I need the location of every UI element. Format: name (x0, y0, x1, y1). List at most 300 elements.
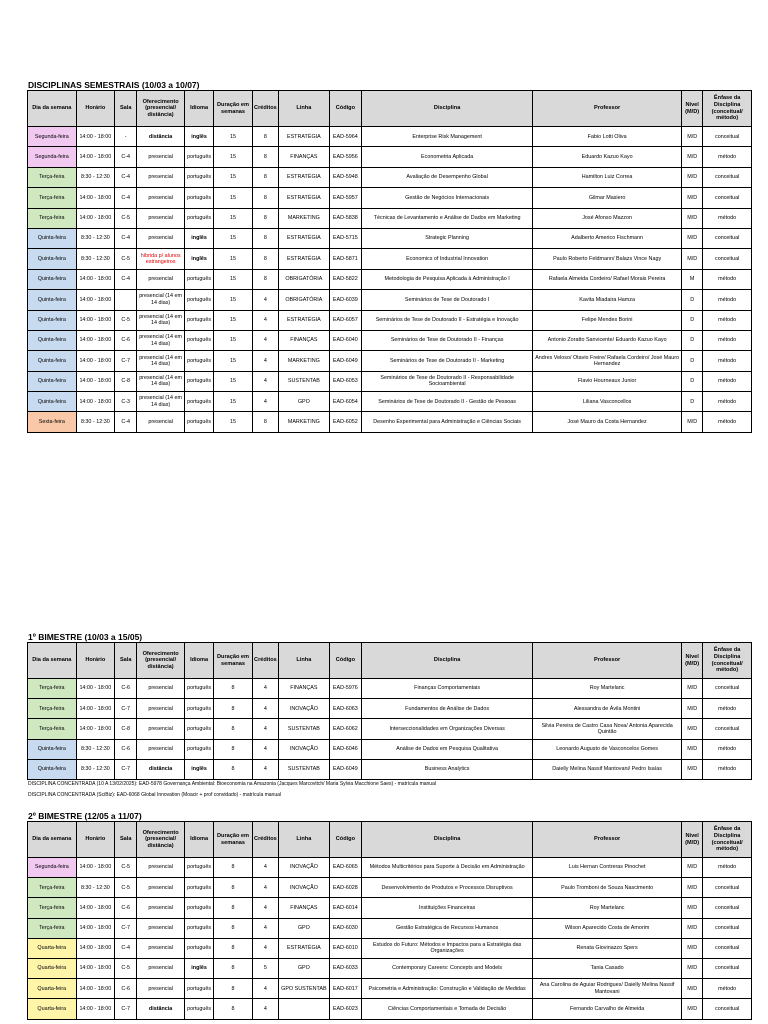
cell-room: C-4 (115, 938, 137, 958)
semestrais-table (27, 90, 752, 433)
cell-mode: presencial (137, 228, 185, 248)
table-row (28, 188, 752, 208)
cell-emphasis: método (703, 412, 752, 432)
cell-time: 14:00 - 18:00 (76, 699, 114, 719)
cell-line: INOVAÇÃO (279, 739, 330, 759)
cell-credits: 4 (252, 739, 278, 759)
cell-time: 14:00 - 18:00 (76, 918, 114, 938)
cell-time: 14:00 - 18:00 (76, 351, 114, 371)
cell-duration: 8 (214, 699, 252, 719)
cell-credits: 4 (252, 330, 278, 350)
cell-code: EAD-6053 (329, 371, 361, 391)
header-row (28, 822, 752, 858)
cell-level: M/D (682, 719, 703, 739)
header-language: Idioma (184, 822, 213, 858)
cell-credits: 4 (252, 918, 278, 938)
cell-duration: 15 (214, 249, 252, 269)
cell-emphasis: método (703, 351, 752, 371)
cell-mode: presencial (137, 918, 185, 938)
cell-prof: Roy Martelanc (533, 679, 682, 699)
cell-credits: 8 (252, 127, 278, 147)
cell-line: SUSTENTAB (279, 719, 330, 739)
cell-line: MARKETING (279, 412, 330, 432)
cell-time: 14:00 - 18:00 (76, 392, 114, 412)
header-day: Dia da semana (28, 91, 77, 127)
cell-room: C-4 (115, 269, 137, 289)
cell-credits: 4 (252, 719, 278, 739)
cell-language: português (184, 719, 213, 739)
cell-disc: Desenvolvimento de Produtos e Processos Disruptivos (362, 878, 533, 898)
cell-prof: Rafaela Almeida Cordeiro/ Rafael Morais Pereira (533, 269, 682, 289)
cell-time: 8:30 - 12:30 (76, 249, 114, 269)
cell-room: C-6 (115, 739, 137, 759)
cell-code: EAD-6023 (329, 999, 361, 1019)
cell-time: 14:00 - 18:00 (76, 208, 114, 228)
cell-mode: presencial (137, 979, 185, 999)
table-row (28, 878, 752, 898)
cell-day: Segunda-feira (28, 127, 77, 147)
cell-credits: 4 (252, 371, 278, 391)
cell-day: Quinta-feira (28, 759, 77, 779)
cell-language: português (184, 999, 213, 1019)
cell-day: Quarta-feira (28, 938, 77, 958)
table-row (28, 898, 752, 918)
cell-mode: presencial (14 em 14 dias) (137, 330, 185, 350)
cell-duration: 15 (214, 310, 252, 330)
cell-prof: Luis Hernan Contreras Pinochet (533, 858, 682, 878)
cell-code: EAD-6030 (329, 918, 361, 938)
cell-language: inglês (184, 958, 213, 978)
header-emphasis: Ênfase da Disciplina (conceitual/ método) (703, 822, 752, 858)
cell-mode: distância (137, 999, 185, 1019)
cell-day: Terça-feira (28, 167, 77, 187)
cell-duration: 15 (214, 188, 252, 208)
cell-duration: 8 (214, 958, 252, 978)
cell-credits: 8 (252, 228, 278, 248)
cell-time: 14:00 - 18:00 (76, 958, 114, 978)
cell-line: ESTRATÉGIA (279, 167, 330, 187)
cell-disc: Metodologia de Pesquisa Aplicada à Administração I (362, 269, 533, 289)
cell-disc: Contemporary Careers: Concepts and Models (362, 958, 533, 978)
cell-duration: 8 (214, 679, 252, 699)
cell-emphasis: conceitual (703, 878, 752, 898)
cell-line (279, 999, 330, 1019)
cell-language: português (184, 979, 213, 999)
cell-disc: Fundamentos de Análise de Dados (362, 699, 533, 719)
cell-time: 8:30 - 12:30 (76, 167, 114, 187)
cell-time: 14:00 - 18:00 (76, 188, 114, 208)
cell-code: EAD-6014 (329, 898, 361, 918)
cell-emphasis: método (703, 208, 752, 228)
cell-level: D (682, 290, 703, 310)
cell-line: ESTRATÉGIA (279, 310, 330, 330)
cell-line: MARKETING (279, 208, 330, 228)
cell-language: português (184, 208, 213, 228)
cell-code: EAD-6033 (329, 958, 361, 978)
cell-level: M/D (682, 938, 703, 958)
cell-emphasis: conceitual (703, 999, 752, 1019)
table-row (28, 127, 752, 147)
cell-emphasis: método (703, 858, 752, 878)
cell-language: português (184, 351, 213, 371)
cell-time: 14:00 - 18:00 (76, 679, 114, 699)
table-row (28, 739, 752, 759)
cell-day: Terça-feira (28, 878, 77, 898)
cell-duration: 8 (214, 979, 252, 999)
cell-code: EAD-5838 (329, 208, 361, 228)
header-room: Sala (115, 643, 137, 679)
cell-day: Quinta-feira (28, 310, 77, 330)
cell-line: INOVAÇÃO (279, 878, 330, 898)
cell-code: EAD-6040 (329, 330, 361, 350)
cell-credits: 8 (252, 188, 278, 208)
cell-line: FINANÇAS (279, 898, 330, 918)
cell-day: Quarta-feira (28, 999, 77, 1019)
table-row (28, 392, 752, 412)
cell-code: EAD-6062 (329, 719, 361, 739)
cell-code: EAD-6017 (329, 979, 361, 999)
cell-prof: José Afonso Mazzon (533, 208, 682, 228)
cell-disc: Estudos do Futuro: Métodos e Impactos para a Estratégia das Organizações (362, 938, 533, 958)
cell-duration: 15 (214, 167, 252, 187)
cell-room: C-3 (115, 392, 137, 412)
cell-prof: Silvia Pereira de Castro Casa Nova/ Antonia Aparecida Quintão (533, 719, 682, 739)
table-row (28, 979, 752, 999)
cell-language: inglês (184, 759, 213, 779)
header-time: Horário (76, 91, 114, 127)
cell-duration: 8 (214, 918, 252, 938)
cell-duration: 15 (214, 412, 252, 432)
header-level: Nível (M/D) (682, 91, 703, 127)
cell-prof: Ana Carolina de Aguiar Rodrigues/ Daielly Melina Nassif Mantovani (533, 979, 682, 999)
cell-time: 8:30 - 12:30 (76, 412, 114, 432)
header-language: Idioma (184, 91, 213, 127)
cell-room: C-4 (115, 188, 137, 208)
table-row (28, 228, 752, 248)
cell-room: C-7 (115, 999, 137, 1019)
cell-disc: Gestão de Negócios Internacionais (362, 188, 533, 208)
cell-level: M/D (682, 878, 703, 898)
cell-language: português (184, 739, 213, 759)
header-emphasis: Ênfase da Disciplina (conceitual/ método) (703, 91, 752, 127)
cell-time: 14:00 - 18:00 (76, 858, 114, 878)
cell-duration: 15 (214, 228, 252, 248)
cell-time: 14:00 - 18:00 (76, 999, 114, 1019)
table-row (28, 208, 752, 228)
cell-code: EAD-6039 (329, 290, 361, 310)
cell-time: 14:00 - 18:00 (76, 269, 114, 289)
cell-level: D (682, 330, 703, 350)
cell-prof: Fabio Lotti Oliva (533, 127, 682, 147)
cell-disc: Seminários de Tese de Doutorado I (362, 290, 533, 310)
cell-mode: presencial (137, 699, 185, 719)
table-row (28, 249, 752, 269)
cell-time: 8:30 - 12:30 (76, 759, 114, 779)
cell-prof: Gilmar Masiero (533, 188, 682, 208)
cell-emphasis: conceitual (703, 938, 752, 958)
cell-code: EAD-5956 (329, 147, 361, 167)
cell-credits: 4 (252, 858, 278, 878)
cell-day: Quinta-feira (28, 351, 77, 371)
cell-emphasis: conceitual (703, 679, 752, 699)
cell-credits: 8 (252, 147, 278, 167)
bimestre1-title: 1º BIMESTRE (10/03 a 15/05) (28, 632, 143, 642)
table-row (28, 958, 752, 978)
cell-mode: presencial (137, 938, 185, 958)
cell-language: português (184, 699, 213, 719)
cell-mode: presencial (137, 719, 185, 739)
cell-disc: Psicometria e Administração: Construção e Validação de Medidas (362, 979, 533, 999)
cell-emphasis: conceitual (703, 228, 752, 248)
header-mode: Oferecimento (presencial/ distância) (137, 643, 185, 679)
cell-code: EAD-6028 (329, 878, 361, 898)
cell-time: 14:00 - 18:00 (76, 330, 114, 350)
cell-mode: presencial (14 em 14 dias) (137, 371, 185, 391)
header-day: Dia da semana (28, 643, 77, 679)
cell-mode: presencial (137, 412, 185, 432)
table-row (28, 699, 752, 719)
cell-time: 8:30 - 12:30 (76, 739, 114, 759)
cell-duration: 8 (214, 878, 252, 898)
cell-room: C-7 (115, 351, 137, 371)
cell-level: D (682, 392, 703, 412)
cell-mode: presencial (137, 958, 185, 978)
cell-mode: híbrida p/ alunos estrangeiros (137, 249, 185, 269)
cell-code: EAD-5871 (329, 249, 361, 269)
table-row (28, 330, 752, 350)
cell-code: EAD-5964 (329, 127, 361, 147)
cell-language: português (184, 918, 213, 938)
cell-language: português (184, 371, 213, 391)
concentrada-note-1: DISCIPLINA CONCENTRADA (10 A 13/02/2025): EAD-5978 Governança Ambiental: Bioeconomia na Amazonia (Jacques Marcovitch/ Maria Sylvia Macchione Saes) - matrícula manual (28, 781, 436, 787)
cell-credits: 8 (252, 269, 278, 289)
cell-code: EAD-6057 (329, 310, 361, 330)
cell-prof: Fernando Carvalho de Almeida (533, 999, 682, 1019)
cell-language: inglês (184, 249, 213, 269)
cell-mode: presencial (137, 898, 185, 918)
cell-day: Terça-feira (28, 719, 77, 739)
cell-mode: presencial (137, 269, 185, 289)
cell-duration: 8 (214, 759, 252, 779)
table-row (28, 351, 752, 371)
cell-disc: Seminários de Tese de Doutorado II - Marketing (362, 351, 533, 371)
header-prof: Professor (533, 643, 682, 679)
table-row (28, 918, 752, 938)
cell-line: GPO (279, 392, 330, 412)
header-language: Idioma (184, 643, 213, 679)
cell-credits: 4 (252, 759, 278, 779)
cell-room: C-6 (115, 679, 137, 699)
cell-day: Segunda-feira (28, 147, 77, 167)
cell-day: Segunda-feira (28, 858, 77, 878)
cell-emphasis: conceitual (703, 918, 752, 938)
cell-code: EAD-6010 (329, 938, 361, 958)
cell-language: português (184, 412, 213, 432)
cell-language: português (184, 188, 213, 208)
cell-mode: presencial (14 em 14 dias) (137, 290, 185, 310)
cell-prof: José Mauro da Costa Hernandez (533, 412, 682, 432)
cell-mode: presencial (14 em 14 dias) (137, 351, 185, 371)
cell-prof: Kavita Miadaira Hamza (533, 290, 682, 310)
table-row (28, 679, 752, 699)
cell-duration: 8 (214, 858, 252, 878)
header-prof: Professor (533, 822, 682, 858)
cell-prof: Leonardo Augusto de Vasconcelos Gomes (533, 739, 682, 759)
cell-prof: Wilson Aparecido Costa de Amorim (533, 918, 682, 938)
cell-room: C-8 (115, 371, 137, 391)
cell-disc: Seminários de Tese de Doutorado II - Responsabilidade Socioambiental (362, 371, 533, 391)
cell-room: C-4 (115, 147, 137, 167)
cell-prof: Felipe Mendes Borini (533, 310, 682, 330)
cell-credits: 5 (252, 958, 278, 978)
cell-time: 14:00 - 18:00 (76, 310, 114, 330)
cell-day: Terça-feira (28, 699, 77, 719)
cell-credits: 4 (252, 351, 278, 371)
cell-duration: 15 (214, 290, 252, 310)
cell-level: M/D (682, 918, 703, 938)
cell-prof: Paulo Tromboni de Souza Nascimento (533, 878, 682, 898)
cell-credits: 4 (252, 938, 278, 958)
cell-day: Quinta-feira (28, 330, 77, 350)
cell-credits: 4 (252, 699, 278, 719)
table-row (28, 412, 752, 432)
cell-language: inglês (184, 127, 213, 147)
cell-emphasis: conceitual (703, 898, 752, 918)
cell-duration: 8 (214, 898, 252, 918)
cell-mode: presencial (137, 679, 185, 699)
cell-language: português (184, 310, 213, 330)
cell-duration: 8 (214, 719, 252, 739)
cell-code: EAD-5948 (329, 167, 361, 187)
cell-code: EAD-5976 (329, 679, 361, 699)
cell-language: português (184, 878, 213, 898)
header-time: Horário (76, 643, 114, 679)
cell-time: 14:00 - 18:00 (76, 979, 114, 999)
header-line: Linha (279, 91, 330, 127)
cell-time: 14:00 - 18:00 (76, 938, 114, 958)
cell-room: C-7 (115, 918, 137, 938)
header-code: Código (329, 822, 361, 858)
cell-duration: 8 (214, 739, 252, 759)
header-room: Sala (115, 822, 137, 858)
cell-code: EAD-6052 (329, 412, 361, 432)
cell-room: C-8 (115, 719, 137, 739)
table-row (28, 999, 752, 1019)
table-row (28, 269, 752, 289)
header-credits: Créditos (252, 822, 278, 858)
cell-disc: Business Analytics (362, 759, 533, 779)
cell-level: M/D (682, 679, 703, 699)
cell-level: M/D (682, 979, 703, 999)
cell-level: M/D (682, 739, 703, 759)
table-row (28, 719, 752, 739)
header-disc: Disciplina (362, 91, 533, 127)
cell-day: Quinta-feira (28, 249, 77, 269)
cell-duration: 15 (214, 269, 252, 289)
cell-level: M/D (682, 167, 703, 187)
header-room: Sala (115, 91, 137, 127)
cell-room: C-5 (115, 878, 137, 898)
cell-level: M/D (682, 759, 703, 779)
cell-language: português (184, 392, 213, 412)
cell-prof: Adalberto Americo Fischmann (533, 228, 682, 248)
cell-time: 8:30 - 12:30 (76, 228, 114, 248)
cell-code: EAD-5957 (329, 188, 361, 208)
cell-language: português (184, 269, 213, 289)
cell-credits: 4 (252, 878, 278, 898)
cell-code: EAD-6049 (329, 351, 361, 371)
cell-duration: 15 (214, 127, 252, 147)
cell-disc: Técnicas de Levantamento e Análise de Dados em Marketing (362, 208, 533, 228)
cell-room: C-5 (115, 310, 137, 330)
header-mode: Oferecimento (presencial/ distância) (137, 91, 185, 127)
cell-disc: Seminários de Tese de Doutorado II - Finanças (362, 330, 533, 350)
cell-level: M/D (682, 228, 703, 248)
cell-day: Terça-feira (28, 918, 77, 938)
cell-credits: 8 (252, 208, 278, 228)
cell-line: FINANÇAS (279, 330, 330, 350)
header-line: Linha (279, 643, 330, 679)
cell-disc: Strategic Planning (362, 228, 533, 248)
cell-emphasis: método (703, 699, 752, 719)
cell-line: OBRIGATÓRIA (279, 290, 330, 310)
cell-credits: 4 (252, 679, 278, 699)
table-row (28, 290, 752, 310)
cell-emphasis: método (703, 739, 752, 759)
cell-line: SUSTENTAB (279, 759, 330, 779)
cell-emphasis: conceitual (703, 167, 752, 187)
cell-day: Terça-feira (28, 188, 77, 208)
cell-room: C-6 (115, 898, 137, 918)
cell-disc: Economics of Industrial Innovation (362, 249, 533, 269)
cell-line: GPO SUSTENTAB (279, 979, 330, 999)
concentrada-note-2: DISCIPLINA CONCENTRADA (SciBiz): EAD-6068 Global Innovation (Moacir + prof convidado) - matrícula manual (28, 792, 282, 798)
cell-emphasis: conceitual (703, 127, 752, 147)
table-row (28, 310, 752, 330)
cell-disc: Análise de Dados em Pesquisa Qualitativa (362, 739, 533, 759)
table-row (28, 167, 752, 187)
cell-disc: Enterprise Risk Management (362, 127, 533, 147)
cell-line: INOVAÇÃO (279, 699, 330, 719)
header-duration: Duração em semanas (214, 91, 252, 127)
cell-code: EAD-6063 (329, 699, 361, 719)
cell-mode: presencial (137, 858, 185, 878)
cell-day: Quinta-feira (28, 392, 77, 412)
cell-day: Terça-feira (28, 208, 77, 228)
cell-mode: presencial (137, 147, 185, 167)
cell-disc: Ciências Comportamentais e Tomada de Decisão (362, 999, 533, 1019)
cell-mode: presencial (137, 208, 185, 228)
cell-emphasis: conceitual (703, 188, 752, 208)
cell-day: Quinta-feira (28, 228, 77, 248)
cell-credits: 4 (252, 310, 278, 330)
cell-code: EAD-6049 (329, 759, 361, 779)
cell-line: MARKETING (279, 351, 330, 371)
cell-prof: Renata Giovinazzo Spers (533, 938, 682, 958)
header-disc: Disciplina (362, 643, 533, 679)
cell-level: M/D (682, 127, 703, 147)
cell-prof: Antonio Zoratto Sanvicente/ Eduardo Kazuo Kayo (533, 330, 682, 350)
cell-time: 8:30 - 12:30 (76, 878, 114, 898)
header-level: Nível (M/D) (682, 822, 703, 858)
cell-prof: Flavio Hourneaux Junior (533, 371, 682, 391)
bimestre1-table (27, 642, 752, 780)
cell-time: 14:00 - 18:00 (76, 371, 114, 391)
cell-day: Quarta-feira (28, 979, 77, 999)
cell-duration: 8 (214, 938, 252, 958)
cell-level: D (682, 310, 703, 330)
cell-language: inglês (184, 228, 213, 248)
